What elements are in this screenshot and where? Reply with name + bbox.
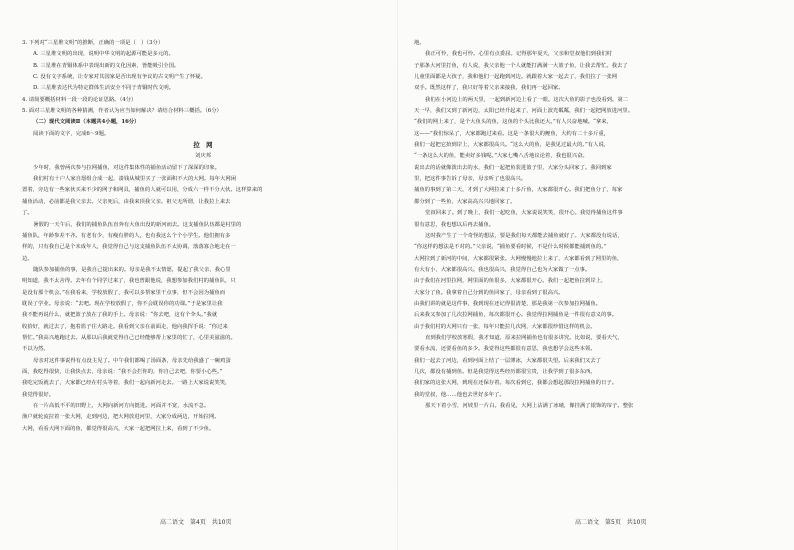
left-page-line: 随队参加捕鱼的事，是我自己提出来的。母亲是我不太情愿，提起了我父亲，我心里 (33, 266, 231, 273)
right-page-line: 几次，都没有捕到鱼。但是我觉得这些经历都很宝贵，让我学到了很多东西。 (414, 368, 596, 375)
left-page-text (22, 38, 384, 435)
left-page-line: 我觉得很好。 (22, 391, 55, 398)
left-page-line: 渔户就轮流拉着一张大网，走到河边，把大网放进河里，大家分成两边，开始拉网。 (22, 414, 220, 421)
right-page-line: 我们在小河边上的两天里，一起到新河边上看了一眼。这次大鱼的影子也没看到。第二 (425, 96, 629, 103)
left-page-line: 暑假的一天午后，我们的捕鱼队伍直奔有大鱼出没的新河而去。这支捕鱼队伍都是村里的 (33, 221, 242, 228)
left-page-line: 拉 网 (193, 141, 213, 150)
right-page-line: 由于我们在河里拉网，网里面的鱼很多，大家都很开心。我们一起把鱼拉到岸上， (414, 278, 607, 285)
left-page-line: 少年时，我曾两次参与拉网捕鱼，对这件集体性的捕鱼活动留下了深深的印象。 (33, 164, 221, 171)
right-page-line: 那天下着小雪，河坡里一片白。我看见，大网上沾满了冰碴，像挂满了银饰的帘子。整张 (425, 403, 634, 409)
left-page-line: 在一片高低不平的田野上，大网向新河方向挺进。河面并不宽，水流不急。 (33, 403, 210, 409)
left-page-line: 我不能再说什么，就把篮子放在了我的手上。母亲说：“你去吧，这有个伞头。”我就 (22, 312, 218, 319)
right-page-line: 双手。既然这样了，我只好等着父亲来接我，我们再一起回家。 (414, 85, 564, 92)
right-page-footer: 高二语文 第5页 共10页 (575, 519, 647, 526)
left-page-line: 阅读下面的文字，完成6～9题。 (33, 130, 110, 137)
left-page-line: 明知道，我不太舍得。去年有个同学过来了，我也曾跟他说，我想参加我们村的捕鱼队，只 (22, 278, 236, 285)
right-page-line: 说出去的话就像泼出去的水，我们一起把鱼装进篮子里，大家分头回家了。我回到家 (414, 164, 612, 171)
right-page-line: 儿童里面都是大孩子，我和他们一起跑到河边。就跟着大家一起去了，我们拉了一张网 (414, 74, 618, 81)
right-page-line: 由我们讲的就是这件事，我到现在还记得很清楚，那是我第一次参加拉网捕鱼。 (414, 300, 602, 307)
left-page-line: B. 三星堆在青铜体系中表现出新的文化因素，皆能吸引全国。 (33, 62, 180, 69)
right-page-line: 这——”我们惊呆了，大家都跑过来看。这是一条很大的鲤鱼，大约有二十多斤重， (414, 130, 610, 137)
left-page-line: 样的，只有我自己是个未成年人，我觉得自己与这支捕鱼队伍不太协调，落落寡合地走在一 (22, 244, 236, 251)
right-page-line: 很有意思，我也想以后再去捕鱼。 (414, 221, 495, 228)
right-page-line: “一条这么大的鱼，能卖好多钱呢。”大家七嘴八舌地议论着，我也很兴奋。 (414, 153, 588, 160)
right-page-text (414, 38, 778, 412)
right-page-line: 捕鱼的事到了第二天，才到了大网拉来了十多斤鱼，大家都很开心。我们把鱼分了，每家 (414, 187, 623, 194)
page-fold-divider (397, 0, 398, 550)
right-page-line: 大网拉到了新河的中间，大家都很紧张。大网慢慢地拉上来了，大家都看到了网里的鱼， (414, 255, 623, 262)
left-page-line: 不以为然。 (22, 346, 49, 353)
right-page-line: 我们一起去了河边，看到河面上结了一层薄冰，大家都很失望。后来我们又去了 (414, 357, 602, 364)
right-page-line: 我们家的这张大网，到现在还保存着。每次看到它，我都会想起那段拉网捕鱼的日子。 (414, 380, 618, 387)
left-page-line: 捕鱼活动，必前都是我父亲去。父亲死后，由我来顶我父亲。祖父无所谓，让我拉上来去 (22, 198, 231, 205)
left-page-line: 我吃完饭就去了，大家都已经在村头等着，我们一起向新河走去。一路上大家说说笑笑， (22, 380, 231, 387)
right-page-line: 里，把这件事告诉了母亲，母亲听了也很高兴。 (414, 176, 527, 183)
left-page-line: 母亲对这件事说得有点没主见了。中午我们都喝了汤面条，母亲先给我盛了一碗鸡蛋 (33, 357, 231, 364)
right-page-line: 要看水流，还要看鱼的多少。我觉得这些都很有意思，我也想学会这些本领。 (414, 346, 596, 353)
left-page-line: 大网，看看大网下面的鱼，都觉得很高兴，大家一起把网拉上来，看到了不少鱼。 (22, 425, 215, 432)
left-page-footer: 高二语文 第4页 共10页 (160, 519, 232, 526)
left-page-line: 帮忙。”我高兴地跑过去。从那以后我就觉得自己已经能够帮上家里的忙了，心里美滋滋的。 (22, 334, 236, 341)
left-page-line: 是没有那个机会。”在我看来，学校放假了，我可以多帮家里干点事，但不会因为捕鱼而 (22, 289, 226, 296)
left-page-line: 边。 (22, 255, 33, 262)
right-page-line: 子那条大河里打鱼，有人说，我父亲他一个人就能打满满一大篮子鱼，让我去帮忙。我去了 (414, 62, 628, 69)
left-page-line: 置着，旁边有一些家伙买来不少的网子和网具，捕鱼的人就可以用，分成六一样不分大伙。这样算来的 (22, 187, 263, 194)
right-page-line: 都分到了一些鱼，大家高高兴兴地回家了。 (414, 198, 516, 205)
left-page-line: C. 没有文字系统，让专家对其国家是否出现有争议的古文明产生了怀疑。 (33, 74, 206, 81)
left-page-line: 了。 (22, 210, 33, 217)
left-page-line: 我们村有十户人家自愿组合成一起，凑钱从城里买了一张面积不大的大网。每年大网闲 (33, 176, 237, 183)
right-page-line: 我的堂叔，他……他也去世好多年了。 (414, 391, 505, 398)
left-page-line: 刘庆邦 (194, 153, 212, 160)
left-page-line: 5. 面对三星堆文明的各种猜测，作者认为应当如何解决？请结合材料三概括。（6分） (22, 108, 222, 115)
right-page-line: “你这样的想法是不对的。”父亲说，“捕鱼要看时候，不是什么时候都能捕到鱼的。” (414, 244, 607, 251)
left-page-line: （二）现代文阅读Ⅱ（本题共4小题，16分） (33, 119, 140, 126)
left-page-line: D. 三星堆表达代为特定群体生活安全不同于青铜时代文明。 (33, 85, 175, 92)
right-page-line: 直到我们学校放寒假，我才知道，原来拉网捕鱼也有很多讲究。比如说，要看天气， (425, 334, 623, 341)
right-page-line: 后来我又参加了几次拉网捕鱼，每次都很开心。我觉得拉网捕鱼是一件很有意义的事。 (414, 312, 618, 319)
left-page-line: 面，我吃得很快，让我快点去，母亲说：“我不会拦你的，你自己去吧，你要小心些。” (22, 368, 223, 375)
right-page-line: 天一早，我们又到了新河边，太阳已经升起来了，河面上波光粼粼，我们一起把网放进河里。 (414, 108, 634, 115)
left-page-line: A. 三星堆文明的出现，说明中华文明的起源可能是多元的。 (33, 51, 174, 58)
left-page-line: 4. 请简要概括材料一段一段的论证思路。（4分） (22, 96, 137, 103)
right-page-line: 我们一起把它抬到岸上，大家都很高兴。“这么大的鱼，是我见过最大的。”有人说， (414, 142, 610, 149)
left-page-line: 捕鱼队，年龄参差不齐。有老有少，有瘦有胖的人，也有我这么个个小学生。他们拥有多 (22, 232, 231, 239)
right-page-line: 大家分了鱼。我拿着自己分到的鱼回家了，母亲看到了很高兴。 (414, 289, 564, 296)
right-page-line: “我们的网上来了，是个大鱼头的鱼，这鱼的个头比我还大。”有人兴奋地喊。“拿来， (414, 119, 612, 126)
right-page-line: 堂叔回来了。到了晚上，我们一起吃鱼，大家说说笑笑，很开心。我觉得捕鱼这件事 (425, 210, 623, 217)
right-page-line: 我正可怜，我也可怜。心里有点委屈。记得那年夏天，父亲和堂叔他们到我们村 (425, 51, 613, 58)
right-page-line: 这时我产生了一个奇怪的想法，要是我们每天都能去捕鱼就好了。大家都没有说话， (425, 232, 623, 239)
left-page-line: 耽误了学业。母亲说：“去吧。现在学校放假了，你不会耽误你的功课。”于是家里让我 (22, 300, 223, 307)
right-page-line: 地。 (414, 40, 425, 46)
left-page-line: 3. 下列对“三星堆文明”的推断，正确的一项是（ ）（3分） (22, 40, 164, 46)
right-page-line: 有大有小，大家都很高兴。我也很高兴，我觉得自己也为大家做了一点事。 (414, 266, 591, 273)
left-page-line: 收拾好，就过去了，抱着篮子往大路走。我看到父亲在前面走，他向我挥手说：“你过来 (22, 323, 228, 330)
right-page-line: 由于我们村的大网只有一张，每年只能拉几次网，大家都很珍惜这样的机会。 (414, 323, 596, 330)
